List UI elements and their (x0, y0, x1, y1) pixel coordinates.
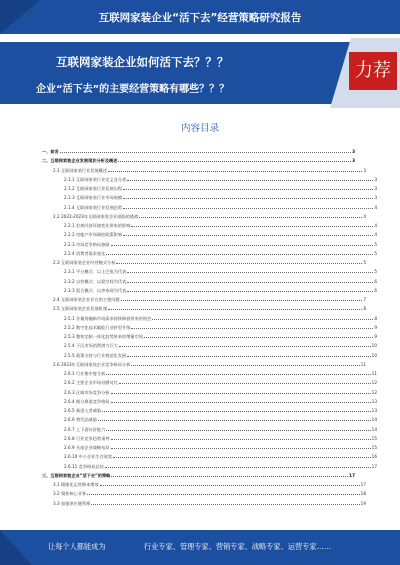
toc-page-number: 5 (374, 269, 377, 275)
toc-entry-title: 2.2.2 房地产市场调控政策影响 (64, 232, 123, 238)
toc-entry[interactable] (42, 258, 366, 265)
toc-leader-dots (123, 197, 373, 199)
toc-entry[interactable] (42, 388, 377, 395)
toc-entry[interactable] (42, 240, 377, 247)
toc-entry-title: 2.6.2 主要企业市场份额对比 (64, 380, 118, 386)
toc-page-number: 12 (371, 389, 377, 395)
toc-leader-dots (127, 355, 370, 357)
toc-entry-title: 2.5.5 政策支持与行业规范化发展 (64, 352, 127, 358)
toc-leader-dots (91, 503, 359, 505)
toc-entry[interactable] (42, 314, 377, 321)
toc-page-number: 15 (371, 445, 377, 451)
toc-leader-dots (106, 429, 370, 431)
toc-entry[interactable] (42, 480, 366, 487)
toc-entry-title: 2.6 2023年互联网家装企业竞争格局分析 (53, 361, 131, 367)
toc-leader-dots (106, 253, 373, 255)
toc-entry[interactable] (42, 471, 355, 478)
toc-page-number: 16 (371, 454, 377, 460)
toc-page-number: 4 (374, 232, 377, 238)
toc-entry[interactable] (42, 277, 377, 284)
toc-leader-dots (100, 484, 360, 486)
toc-page-number: 4 (363, 213, 366, 219)
toc-entry-title: 2.6.6 替代品威胁 (64, 417, 97, 423)
toc-leader-dots (60, 151, 351, 153)
toc-entry-title: 3.3 加强供应链管理 (53, 500, 91, 506)
toc-entry[interactable] (42, 286, 377, 293)
toc-page-number: 10 (371, 343, 377, 349)
toc-entry-title: 2.5.3 整装定制一体化趋势带来的增量空间 (64, 334, 143, 340)
toc-entry[interactable] (42, 221, 377, 228)
toc-entry-title: 二、互联网家装企业发展现状分析及概述 (42, 158, 118, 164)
toc-page-number: 18 (360, 491, 366, 497)
toc-entry-title: 2.6.10 中小企业生存现状 (64, 454, 113, 460)
toc-entry[interactable] (42, 147, 355, 154)
toc-entry-title: 2.2.3 市场竞争格局加剧 (64, 241, 110, 247)
toc-page-number: 11 (360, 361, 366, 367)
toc-leader-dots (119, 382, 371, 384)
toc-page-number: 17 (371, 463, 377, 469)
toc-page-number: 5 (363, 260, 366, 266)
report-title: 互联网家装企业“活下去”经营策略研究报告 (98, 12, 302, 24)
toc-entry-title: 2.6.5 新进入者威胁 (64, 408, 102, 414)
toc-entry[interactable] (42, 295, 366, 302)
toc-page-number: 19 (360, 500, 366, 506)
toc-entry-title: 3.2 聚焦核心业务 (53, 491, 87, 497)
toc-leader-dots (108, 308, 362, 310)
toc-leader-dots (98, 419, 371, 421)
toc-entry[interactable] (42, 425, 377, 432)
toc-leader-dots (127, 290, 373, 292)
toc-entry[interactable] (42, 351, 377, 358)
toc-leader-dots (108, 170, 362, 172)
toc-page-number: 7 (363, 297, 366, 303)
toc-entry[interactable] (42, 184, 377, 191)
toc-entry-title: 3.1 精细化运营降本增效 (53, 482, 99, 488)
toc-leader-dots (111, 475, 348, 477)
toc-entry[interactable] (42, 489, 366, 496)
footer-slogan: 让每个人都能成为 (48, 542, 106, 551)
footer-expert-list: 行业专家、管理专家、营销专家、战略专家、运营专家…… (144, 542, 331, 551)
toc-entry[interactable] (42, 249, 377, 256)
toc-leader-dots (127, 179, 373, 181)
toc-leader-dots (152, 318, 373, 320)
toc-page-number: 10 (371, 352, 377, 358)
toc-entry[interactable] (42, 443, 377, 450)
toc-entry[interactable] (42, 378, 377, 385)
toc-entry-title: 一、前言 (42, 149, 59, 155)
toc-entry-title: 2.6.4 细分赛道竞争格局 (64, 398, 110, 404)
toc-entry-title: 2.3 互联网家装企业经营模式分析 (53, 260, 116, 266)
toc-entry[interactable] (42, 156, 355, 163)
toc-entry-title: 2.1.4 互联网家装行业发展趋势 (64, 204, 123, 210)
toc-entry-title: 2.1.3 互联网家装行业市场规模 (64, 195, 123, 201)
toc-entry-title: 2.2.1 宏观经济环境变化带来的影响 (64, 223, 131, 229)
toc-leader-dots (87, 493, 360, 495)
toc-page-number: 9 (374, 324, 377, 330)
toc-entry-title: 2.5.1 存量房翻新市场需求持续释放带来的机会 (64, 315, 152, 321)
toc-entry-title: 2.1.2 互联网家装行业发展历程 (64, 186, 123, 192)
toc-entry[interactable] (42, 230, 377, 237)
toc-entry-title: 2.6.9 头部企业战略布局 (64, 445, 110, 451)
toc-page-number: 11 (371, 371, 377, 377)
toc-page-number: 5 (374, 241, 377, 247)
toc-entry-title: 2.3.2 自营模式：以爱空间为代表 (64, 278, 127, 284)
toc-leader-dots (121, 299, 363, 301)
toc-entry-title: 2.5.4 下沉市场消费潜力巨大 (64, 343, 118, 349)
toc-entry-title: 2.2.4 消费者需求变化 (64, 250, 106, 256)
toc-entry[interactable] (42, 434, 377, 441)
toc-leader-dots (123, 234, 373, 236)
toc-page-number: 13 (371, 408, 377, 414)
toc-entry[interactable] (42, 203, 377, 210)
toc-leader-dots (116, 262, 362, 264)
toc-entry-title: 2.6.7 上下游议价能力 (64, 426, 106, 432)
toc-entry-title: 2.5.2 数字化技术赋能行业转型升级 (64, 324, 131, 330)
toc-leader-dots (106, 373, 370, 375)
toc-page-number: 4 (374, 223, 377, 229)
toc-leader-dots (131, 364, 359, 366)
toc-leader-dots (127, 281, 373, 283)
toc-page-number: 17 (360, 482, 366, 488)
toc-entry[interactable] (42, 267, 377, 274)
toc-entry-title: 2.1 互联网家装行业发展概述 (53, 167, 108, 173)
toc-leader-dots (127, 271, 373, 273)
sub-title: 企业“活下去”的主要经营策略有哪些？？？ (36, 84, 230, 95)
toc-page-number: 3 (374, 176, 377, 182)
toc-leader-dots (139, 216, 362, 218)
toc-page-number: 13 (371, 398, 377, 404)
toc-leader-dots (131, 327, 373, 329)
toc-leader-dots (111, 401, 371, 403)
toc-entry[interactable] (42, 175, 377, 182)
toc-entry[interactable] (42, 369, 377, 376)
toc-page-number: 14 (371, 417, 377, 423)
toc-entry[interactable] (42, 406, 377, 413)
toc-entry-title: 三、互联网家装企业“活下去”的策略 (42, 472, 111, 478)
toc-entry-title: 2.2 2022-2023年互联网家装企业面临的挑战 (53, 213, 139, 219)
brand-seal: 力荐 (349, 52, 397, 90)
toc-leader-dots (111, 392, 371, 394)
toc-entry[interactable] (42, 360, 366, 367)
toc-page-number: 12 (371, 380, 377, 386)
toc-page-number: 17 (349, 472, 355, 478)
toc-leader-dots (111, 244, 374, 246)
toc-leader-dots (119, 345, 371, 347)
toc-leader-dots (144, 336, 373, 338)
toc-entry[interactable] (42, 462, 377, 469)
toc-entry-title: 2.6.1 行业集中度分析 (64, 371, 106, 377)
toc-page-number: 3 (363, 167, 366, 173)
toc-entry-title: 2.6.11 竞争格局总结 (64, 463, 104, 469)
toc-entry-title: 2.6.8 行业竞争趋势预判 (64, 435, 110, 441)
toc-page-number: 3 (374, 186, 377, 192)
toc-page-number: 4 (374, 204, 377, 210)
toc-entry-title: 2.4 互联网家装企业存在的主要问题 (53, 297, 120, 303)
toc-entry[interactable] (42, 341, 377, 348)
toc-leader-dots (123, 207, 373, 209)
toc-leader-dots (111, 438, 371, 440)
toc-leader-dots (118, 160, 351, 162)
toc-page-number: 6 (374, 278, 377, 284)
toc-page-number: 3 (352, 149, 355, 155)
toc-leader-dots (123, 188, 373, 190)
toc-page-number: 3 (352, 158, 355, 164)
toc-page-number: 8 (363, 306, 366, 312)
toc-leader-dots (111, 447, 371, 449)
toc-heading: 内容目录 (180, 123, 219, 134)
toc-entry[interactable] (42, 499, 366, 506)
toc-entry[interactable] (42, 397, 377, 404)
toc-entry[interactable] (42, 452, 377, 459)
toc-entry[interactable] (42, 212, 366, 219)
toc-entry-title: 2.5 互联网家装企业发展机遇 (53, 306, 108, 312)
toc-entry[interactable] (42, 193, 377, 200)
toc-page-number: 6 (374, 287, 377, 293)
toc-entry-title: 2.6.3 区域市场竞争分析 (64, 389, 110, 395)
toc-page-number: 5 (374, 250, 377, 256)
toc-entry-title: 2.3.1 平台模式：以土巴兔为代表 (64, 269, 127, 275)
toc-entry[interactable] (42, 166, 366, 173)
toc-entry[interactable] (42, 332, 377, 339)
footer-corner-accent (0, 530, 32, 565)
toc-entry[interactable] (42, 415, 377, 422)
toc-entry[interactable] (42, 323, 377, 330)
toc-page-number: 8 (374, 315, 377, 321)
main-title: 互联网家装企业如何活下去？？？ (56, 55, 229, 69)
toc-page-number: 14 (371, 426, 377, 432)
toc-entry-title: 2.3.3 混合模式：以齐家网为代表 (64, 287, 127, 293)
toc-leader-dots (105, 466, 371, 468)
toc-leader-dots (131, 225, 373, 227)
toc-page-number: 3 (374, 195, 377, 201)
toc-leader-dots (102, 410, 371, 412)
toc-page-number: 9 (374, 334, 377, 340)
toc-entry[interactable] (42, 304, 366, 311)
toc-page-number: 15 (371, 435, 377, 441)
toc-entry-title: 2.1.1 互联网家装行业定义及分类 (64, 176, 127, 182)
toc-leader-dots (113, 456, 371, 458)
